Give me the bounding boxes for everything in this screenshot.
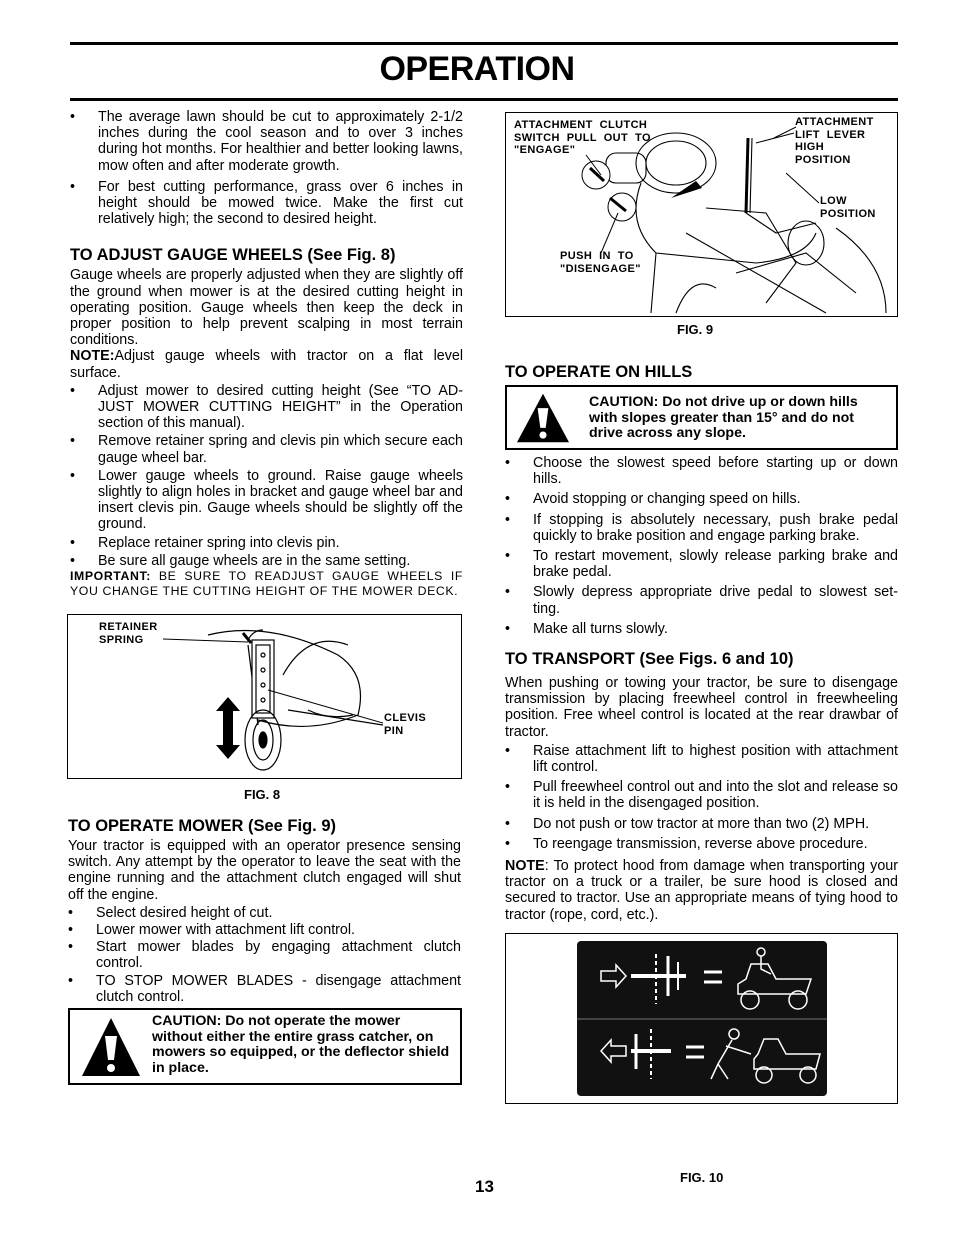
list-item: • Replace retainer spring into clevis pin.	[70, 535, 463, 551]
hills-caution-box	[505, 385, 898, 450]
list-item: • Start mower blades by engaging attachment clutch control.	[68, 939, 461, 971]
hills-bullet-list	[505, 455, 898, 637]
important-notice	[70, 569, 463, 599]
list-item: • Raise attachment lift to highest position with attachment lift control.	[505, 743, 898, 775]
freewheel-illustration	[506, 934, 897, 1103]
list-item: • Pull freewheel control out and into the slot and release so it is held in the disengaged position.	[505, 779, 898, 811]
transport-paragraph: When pushing or towing your tractor, be sure to disengage transmission by placing freewheel control in freewheeling position. Free wheel control is located at the rear drawbar of tractor.	[505, 675, 898, 740]
list-item: • Do not push or tow tractor at more than two (2) MPH.	[505, 816, 898, 832]
gauge-wheels-paragraph: Gauge wheels are properly adjusted when they are slightly off the ground when mower is at the desired cutting height in operating position. Gauge wheels then keep the deck in proper position to help prevent scalping in most terrain conditions.	[70, 267, 463, 349]
page-number: 13	[475, 1177, 494, 1196]
operate-mower-paragraph: Your tractor is equipped with an operator presence sensing switch. Any attempt by the operator to leave the seat with the engine running and the attachment clutch engaged will shut off the engine.	[68, 838, 461, 903]
figure-8-gauge-wheel	[67, 614, 462, 779]
operate-hills-heading: TO OPERATE ON HILLS	[505, 363, 693, 381]
note-label: NOTE:	[70, 348, 115, 365]
list-item: • Slowly depress appropriate drive pedal to slowest set-ting.	[505, 584, 898, 616]
low-position-label: LOW POSITION	[820, 195, 876, 220]
list-item: • To restart movement, slowly release parking brake and brake pedal.	[505, 548, 898, 580]
title-rule	[70, 98, 898, 101]
transport-bullet-list	[505, 743, 898, 852]
list-item: • If stopping is absolutely necessary, push brake pedal quickly to brake position and engage parking brake.	[505, 512, 898, 544]
clutch-switch-label: ATTACHMENT CLUTCH SWITCH PULL OUT TO "ENGAGE"	[514, 119, 651, 156]
retainer-spring-label: RETAINER SPRING	[99, 621, 158, 646]
left-column-text	[70, 109, 463, 599]
transport-heading: TO TRANSPORT (See Figs. 6 and 10)	[505, 650, 794, 668]
transport-section	[505, 649, 898, 923]
gauge-wheels-bullet-list	[70, 383, 463, 569]
top-rule	[70, 42, 898, 45]
mower-caution-box	[68, 1008, 462, 1085]
operate-hills-heading-block	[505, 362, 898, 382]
figure-10-freewheel	[505, 933, 898, 1104]
page-title: OPERATION	[379, 50, 575, 88]
list-item: • The average lawn should be cut to approximately 2-1/2 inches during the cool season and to over 3 inches during hot months. For healthier and better looking lawns, mow often and after moderate growth.	[70, 109, 463, 174]
gauge-wheels-heading: TO ADJUST GAUGE WHEELS (See Fig. 8)	[70, 246, 396, 265]
note-text: Adjust gauge wheels with tractor on a flat level surface.	[70, 348, 463, 381]
operate-mower-bullet-list	[68, 905, 461, 1005]
list-item: • Lower mower with attachment lift control.	[68, 922, 461, 938]
warning-icon	[515, 392, 571, 444]
list-item: • Adjust mower to desired cutting height (See “TO AD-JUST MOWER CUTTING HEIGHT” in the Operation section of this manual).	[70, 383, 463, 432]
gauge-wheels-note	[70, 348, 463, 380]
list-item: • Choose the slowest speed before starting up or down hills.	[505, 455, 898, 487]
list-item: • Select desired height of cut.	[68, 905, 461, 921]
list-item: • TO STOP MOWER BLADES - disengage attachment clutch control.	[68, 973, 461, 1005]
list-item: • For best cutting performance, grass over 6 inches in height should be mowed twice. Make the first cut relatively high; the second to desired height.	[70, 179, 463, 228]
transport-note	[505, 858, 898, 923]
figure-10-caption: FIG. 10	[680, 1170, 724, 1185]
intro-bullet-list	[70, 109, 463, 227]
note-text: : To protect hood from damage when transporting your tractor on a truck or a trailer, be sure hood is closed and secured to tractor. Use an appropriate means of tying hood to tractor (rope, cord, etc.).	[505, 858, 898, 923]
list-item: • To reengage transmission, reverse above procedure.	[505, 836, 898, 852]
important-label: IMPORTANT:	[70, 569, 151, 584]
figure-8-caption: FIG. 8	[244, 787, 281, 802]
clevis-pin-label: CLEVIS PIN	[384, 712, 427, 737]
mower-caution-text: CAUTION: Do not operate the mower without either the entire grass catcher, on mowers so equipped, or the deflector shield in place.	[152, 1013, 450, 1076]
hills-bullets-block	[505, 455, 898, 637]
list-item: • Avoid stopping or changing speed on hills.	[505, 491, 898, 507]
lift-lever-high-label: ATTACHMENT LIFT LEVER HIGH POSITION	[795, 116, 874, 166]
operate-mower-section	[68, 816, 461, 1005]
figure-9-attachment-controls	[505, 112, 898, 317]
list-item: • Make all turns slowly.	[505, 621, 898, 637]
list-item: • Be sure all gauge wheels are in the same setting.	[70, 553, 463, 569]
important-text: BE SURE TO READJUST GAUGE WHEELS IF YOU CHANGE THE CUTTING HEIGHT OF THE MOWER DECK.	[70, 569, 463, 598]
list-item: • Lower gauge wheels to ground. Raise gauge wheels slightly to align holes in bracket and gauge wheel bar and insert clevis pin. Gauge wheels should be slightly off the ground.	[70, 468, 463, 533]
push-disengage-label: PUSH IN TO "DISENGAGE"	[560, 250, 641, 275]
figure-9-caption: FIG. 9	[677, 322, 714, 337]
operate-mower-heading: TO OPERATE MOWER (See Fig. 9)	[68, 817, 336, 835]
note-label: NOTE	[505, 858, 545, 875]
hills-caution-text: CAUTION: Do not drive up or down hills with slopes greater than 15° and do not drive across any slope.	[589, 394, 858, 442]
warning-icon	[80, 1016, 142, 1078]
list-item: • Remove retainer spring and clevis pin which secure each gauge wheel bar.	[70, 433, 463, 465]
